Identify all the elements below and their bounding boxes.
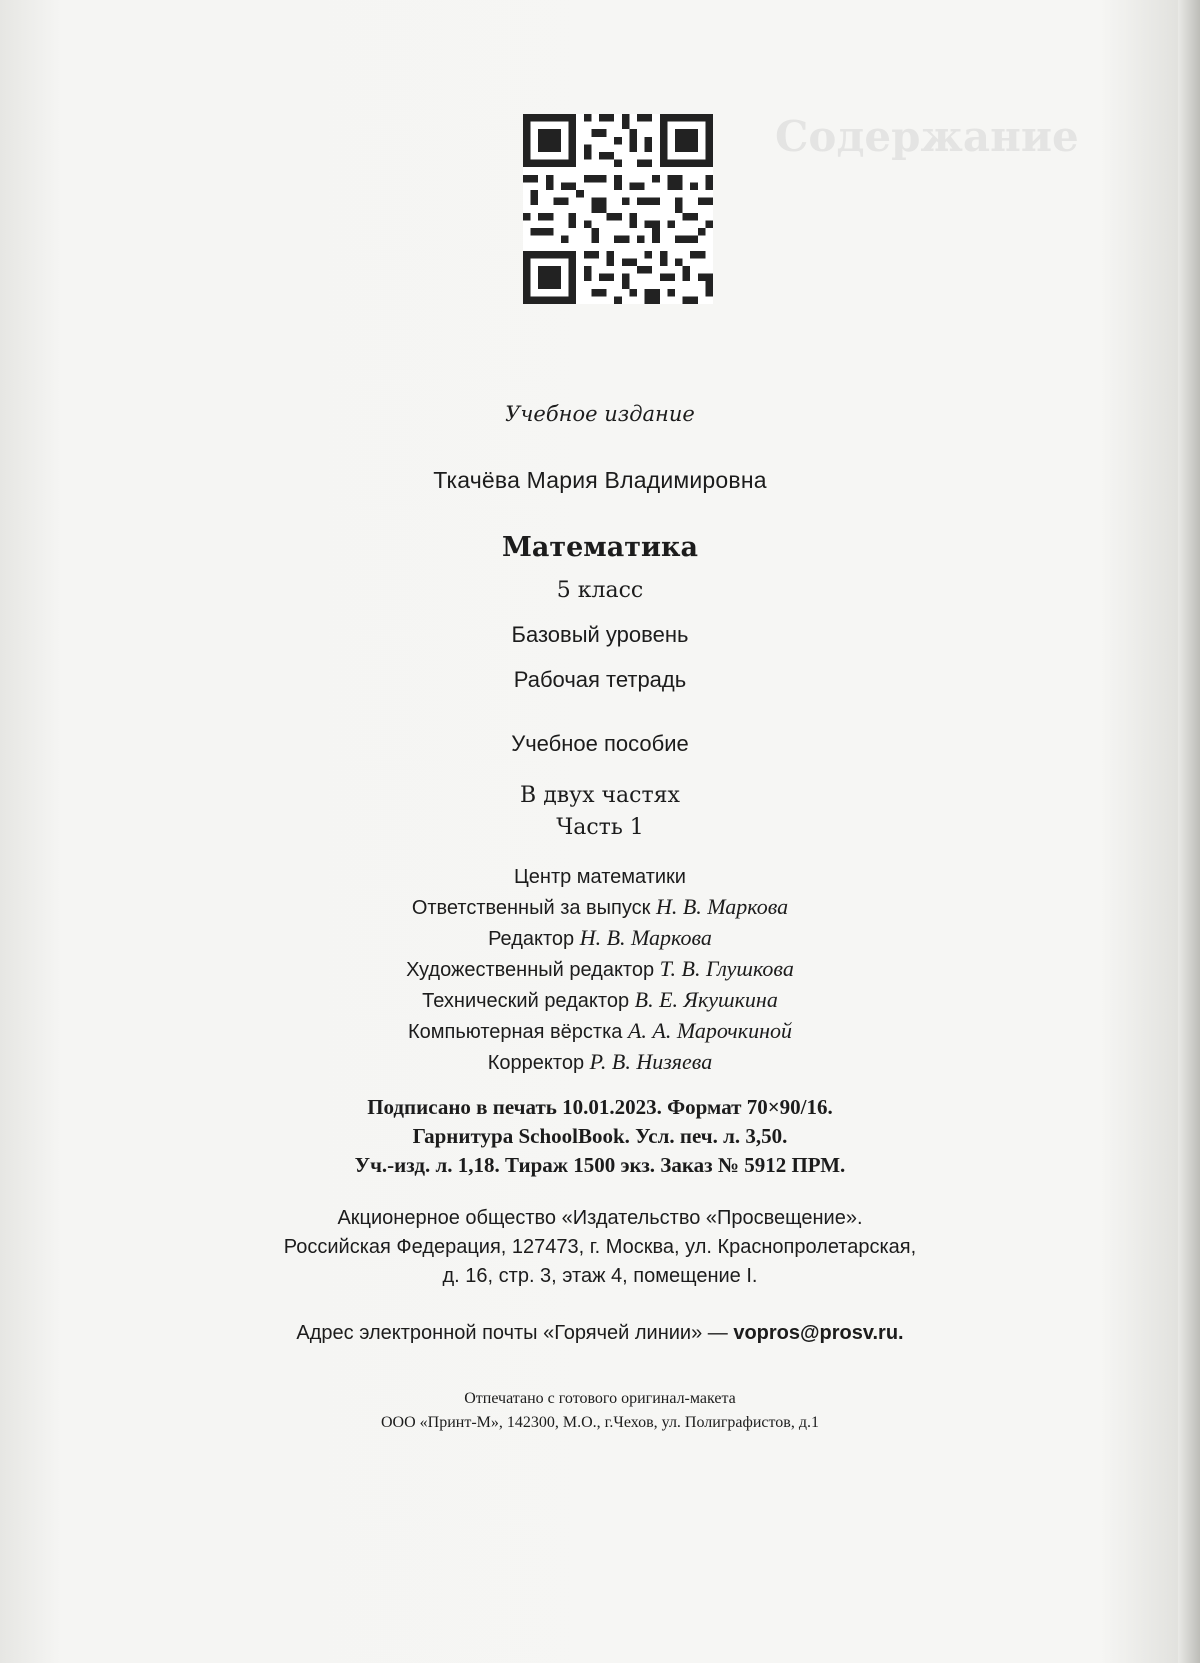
- level-label: Базовый уровень: [0, 622, 1200, 648]
- editor-label: Редактор: [488, 928, 574, 950]
- credits-center: [0, 863, 1200, 892]
- workbook-label: Рабочая тетрадь: [0, 667, 1200, 693]
- email-label: Адрес электронной почты «Горячей линии» —: [296, 1322, 727, 1344]
- parts-label: В двух частях: [0, 783, 1200, 808]
- credits-responsible: [0, 892, 1200, 923]
- hotline-email: [0, 1322, 1200, 1345]
- credits-layout: [0, 1016, 1200, 1047]
- qr-code-icon: [523, 114, 713, 304]
- layout-name: А. А. Марочкиной: [628, 1018, 792, 1043]
- center-name: Центр математики: [514, 866, 686, 888]
- grade-label: 5 класс: [0, 578, 1200, 603]
- email-address: vopros@prosv.ru.: [733, 1322, 903, 1344]
- printer-line-2: ООО «Принт-М», 142300, М.О., г.Чехов, ул. Полиграфистов, д.1: [0, 1411, 1200, 1435]
- imprint-line-2: Гарнитура SchoolBook. Усл. печ. л. 3,50.: [0, 1122, 1200, 1151]
- part-label: Часть 1: [0, 815, 1200, 840]
- printer-block: [0, 1387, 1200, 1435]
- manual-label: Учебное пособие: [0, 731, 1200, 757]
- corrector-label: Корректор: [488, 1052, 584, 1074]
- publisher-line-3: д. 16, стр. 3, этаж 4, помещение I.: [0, 1262, 1200, 1291]
- book-title: Математика: [0, 532, 1200, 563]
- credits-tech-editor: [0, 985, 1200, 1016]
- responsible-label: Ответственный за выпуск: [412, 897, 651, 919]
- credits-editor: [0, 923, 1200, 954]
- printer-line-1: Отпечатано с готового оригинал-макета: [0, 1387, 1200, 1411]
- author-name: Ткачёва Мария Владимировна: [0, 467, 1200, 494]
- tech-editor-name: В. Е. Якушкина: [635, 987, 778, 1012]
- imprint-line-1: Подписано в печать 10.01.2023. Формат 70×90/16.: [0, 1093, 1200, 1122]
- credits-block: [0, 863, 1200, 1078]
- credits-art-editor: [0, 954, 1200, 985]
- corrector-name: Р. В. Низяева: [590, 1049, 713, 1074]
- qr-code: [523, 114, 713, 304]
- responsible-name: Н. В. Маркова: [656, 894, 788, 919]
- publisher-line-2: Российская Федерация, 127473, г. Москва, ул. Краснопролетарская,: [0, 1233, 1200, 1262]
- tech-editor-label: Технический редактор: [422, 990, 629, 1012]
- imprint-block: [0, 1093, 1200, 1180]
- edition-type: Учебное издание: [0, 402, 1200, 426]
- art-editor-name: Т. В. Глушкова: [660, 956, 794, 981]
- credits-corrector: [0, 1047, 1200, 1078]
- layout-label: Компьютерная вёрстка: [408, 1021, 622, 1043]
- bleed-heading: Содержание: [775, 112, 1079, 161]
- imprint-line-3: Уч.-изд. л. 1,18. Тираж 1500 экз. Заказ № 5912 ПРМ.: [0, 1151, 1200, 1180]
- publisher-block: [0, 1204, 1200, 1291]
- art-editor-label: Художественный редактор: [406, 959, 654, 981]
- publisher-line-1: Акционерное общество «Издательство «Просвещение».: [0, 1204, 1200, 1233]
- editor-name: Н. В. Маркова: [580, 925, 712, 950]
